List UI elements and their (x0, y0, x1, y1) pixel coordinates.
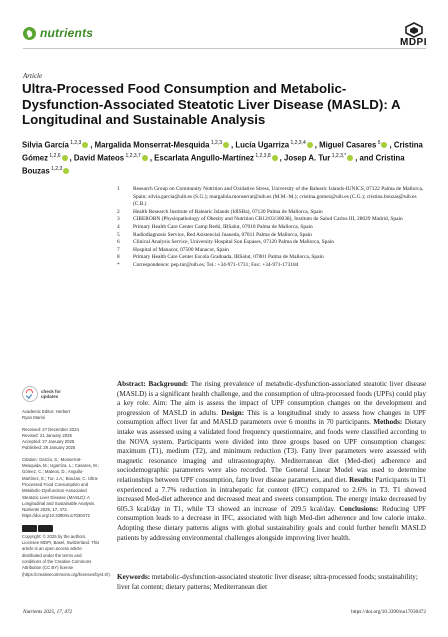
affiliation-item (117, 239, 429, 247)
affiliation-text: Research Group on Community Nutrition and Oxidative Stress, University of the Balearic Islands-IUNICS, 07122 Palma de Mallorca, Spain; silvia.garcia@uib.es (S.G.); margalida.monserrat@uib.es (M.M.-M.); cristina.gomez@uib.es (C.G.); cristina.bouzas@uib.es (C.B.) (133, 186, 424, 208)
affiliation-text: Clinical Analysis Service, University Hospital Son Espases, 07120 Palma de Mallorca, Spain (133, 239, 334, 246)
footer-citation: Nutrients 2025, 17, 472 (23, 609, 73, 615)
author-affiliation-sup: 1,2,3 (209, 140, 222, 146)
affiliation-number: * (117, 261, 120, 268)
orcid-icon[interactable] (307, 142, 313, 148)
background-text: The rising prevalence of metabolic-dysfunction-associated steatotic liver disease (MASLD) is a significant health challenge, and the consumption of ultra-processed foods (UPFs) could play a key role. Aim: The aim is assess the impact of UPF consumption changes on the development and progression of MASLD in adults. (117, 380, 427, 417)
copyright-block: Copyright: © 2025 by the authors. Licensee MDPI, Basel, Switzerland. This article is an open access article distributed under the terms and conditions of the Creative Commons Attribution (CC BY) license (https://creativecommons.org/licenses/by/4.0/). (22, 533, 111, 577)
author-name[interactable]: Josep A. Tur (283, 153, 331, 163)
affiliation-item (117, 247, 429, 255)
abstract (117, 380, 426, 543)
revised-date: Revised: 21 January 2025 (22, 432, 72, 438)
affiliation-text: Primary Health Care Center Camp Redó, IBSalut, 07010 Palma de Mallorca, Spain (133, 223, 313, 230)
author-name[interactable]: Miguel Casares (319, 140, 377, 150)
orcid-icon[interactable] (142, 155, 148, 161)
keywords (117, 573, 426, 592)
check-label-1: check for (41, 389, 62, 394)
author-name[interactable]: Escarlata Angullo-Martínez (154, 153, 254, 163)
editor-name: Ryan Marini (22, 415, 45, 421)
orcid-icon[interactable] (381, 142, 387, 148)
orcid-icon[interactable] (223, 142, 229, 148)
orcid-icon[interactable] (82, 142, 88, 148)
affiliation-number: 8 (117, 254, 120, 261)
affiliation-item (117, 254, 429, 262)
results-label: Results: (349, 475, 374, 484)
affiliation-number: 3 (117, 216, 120, 223)
design-text: This is a longitudinal study to assess how changes in UPF consumption affect liver fat and MASLD parameters over 6 months in 70 participants. (117, 408, 426, 427)
methods-label: Methods: (373, 418, 403, 427)
author-name[interactable]: David Mateos (73, 153, 125, 163)
published-date: Published: 29 January 2025 (22, 445, 76, 451)
keywords-text: metabolic-dysfunction-associated steatotic liver disease; ultra-processed foods; sustainability; liver fat content; dietary patterns; Mediterranean diet (117, 573, 418, 591)
academic-editor (22, 409, 100, 422)
author-name[interactable]: Lucía Ugarriza (235, 140, 290, 150)
design-label: Design: (221, 408, 245, 417)
author-affiliation-sup: 1,2,3 (49, 166, 63, 173)
publisher-name: MDPI (400, 37, 427, 48)
orcid-icon[interactable] (272, 155, 278, 161)
author-affiliation-sup: 1,2,3,4 (289, 140, 306, 146)
background-label: Background: (148, 380, 189, 388)
mdpi-hexagon-icon (403, 22, 425, 38)
affiliation-number: 4 (117, 223, 120, 230)
affiliation-number: 6 (117, 239, 120, 246)
affiliation-number: 7 (117, 246, 120, 253)
conclusions-text: Reducing UPF consumption leads to a decrease in IFC, associated with high Med-diet adherence and low calorie intake. Adopting these dietary patterns aligns with global sustainability goals and could further benefit MASLD patients by addressing environmental challenges alongside improving liver health. (117, 504, 426, 542)
check-updates-icon (22, 386, 38, 402)
affiliation-text: Radiodiagnosis Service, Red Asistencial Juaneda, 07011 Palma de Mallorca, Spain (133, 231, 312, 238)
cc-license-icon[interactable] (22, 525, 100, 532)
affiliation-item (117, 186, 429, 209)
affiliation-number: 1 (117, 186, 120, 192)
check-label-2: updates (41, 394, 59, 399)
received-date: Received: 27 December 2024 (22, 426, 79, 432)
keywords-label: Keywords: (117, 573, 151, 581)
methods-text: Dietary intake was assessed using a validated food frequency questionnaire, and foods were classified according to the NOVA system. Participants were divided into three groups based on UPF consumption changes: maximum (T1), medium (T2), and minimum reduction (T3). Fatty liver parameters were assessed with magnetic resonance imaging and ultrasonography. Mediterranean diet (Med-diet) adherence and sociodemographic parameters were also recorded. The General Linear Model was used to determine relationships between UPF consumption, fatty liver disease parameters, and diet. (117, 418, 426, 484)
author-name[interactable]: Cristina Gómez (22, 140, 423, 163)
journal-name: nutrients (40, 26, 94, 40)
author-affiliation-sup: 1,2,3,* (330, 153, 347, 160)
affiliation-item (117, 216, 429, 224)
publisher-logo[interactable] (400, 22, 427, 48)
author-name[interactable]: Margalida Monserrat-Mesquida (94, 140, 210, 150)
conclusions-label: Conclusions: (339, 504, 379, 513)
author-affiliation-sup: 1,2,6 (48, 153, 61, 160)
affiliations (117, 186, 429, 270)
editor-label: Academic Editor: Herbert (22, 409, 71, 414)
affiliation-text: Health Research Institute of Balearic Islands (IdISBa), 07120 Palma de Mallorca, Spain (133, 208, 323, 215)
results-text: Participants in T1 experienced a 7.7% reduction in intrahepatic fat content (IFC) compared to 2.6% in T3. T1 showed increased Med-diet adherence and decreased meat and sweets consumption. The energy intake decreased by 605.3 kcal/day in T1, while T3 showed an increase of 209.5 kcal/day. (117, 475, 427, 513)
footer-doi-link[interactable]: https://doi.org/10.3390/nu17030472 (351, 609, 426, 615)
article-dates (22, 427, 100, 452)
author-affiliation-sup: 1,2,3,8 (253, 153, 271, 160)
check-for-updates-button[interactable] (22, 386, 100, 402)
affiliation-text: Correspondence: pep.tur@uib.es; Tel.: +34-971-1731; Fax: +34-971-173184 (133, 261, 299, 268)
header-divider (23, 48, 426, 49)
affiliation-text: CIBEROBN (Physiopathology of Obesity and Nutrition CB12/03/30038), Instituto de Salud Carlos III, 28029 Madrid, Spain (133, 216, 403, 223)
affiliation-item (117, 224, 429, 232)
orcid-icon[interactable] (347, 155, 353, 161)
author-affiliation-sup: 1,2,3 (68, 140, 82, 146)
affiliation-item (117, 232, 429, 240)
affiliation-number: 5 (117, 231, 120, 238)
abstract-label: Abstract: (117, 380, 146, 388)
author-name[interactable]: and Cristina Bouzas (22, 153, 405, 176)
article-type: Article (23, 72, 43, 80)
leaf-icon (23, 27, 36, 40)
article-sidebar (22, 386, 111, 583)
affiliation-item (117, 262, 429, 270)
affiliation-text: Hospital of Manacor, 07500 Manacor, Spain (133, 246, 229, 253)
author-affiliation-sup: 5 (376, 140, 381, 146)
affiliation-text: Primary Health Care Center Escola Graduada, IBSalut, 07001 Palma de Mallorca, Spain (133, 254, 324, 261)
author-affiliation-sup: 1,2,3,7 (124, 153, 141, 160)
orcid-icon[interactable] (63, 168, 69, 174)
author-list: Silvia García $^{1,2,3}$ , Margalida Monserrat-Mesquida $^{1,2,3}$ , Lucía Ugarriza $^{1,2,3,4}$ , Miguel Casares $^5$ , Cristina Gómez $^{1,2,6}$ , David Mateos $^{1,2,3,7}$ , Escarlata Angullo-Martínez $^{1,2,3,8}$ , Josep A. Tur $^{1,2,3,*}$ , and Cristina Bouzas $^{1,2,3}$ (22, 140, 423, 176)
affiliation-number: 2 (117, 208, 120, 215)
orcid-icon[interactable] (62, 155, 68, 161)
journal-logo[interactable] (23, 26, 93, 40)
article-title: Ultra-Processed Food Consumption and Metabolic-Dysfunction-Associated Steatotic Liver Disease (MASLD): A Longitudinal and Sustainable Analysis (22, 81, 401, 128)
accepted-date: Accepted: 27 January 2025 (22, 439, 75, 445)
citation-block: Citation: García, S.; Monserrat-Mesquida, M.; Ugarriza, L.; Casares, M.; Gómez, C.; Mateos, D.; Angullo-Martínez, E.; Tur, J.A.; Bouzas, C. Ultra-Processed Food Consumption and Metabolic-Dysfunction-Associated Steatotic Liver Disease (MASLD): A Longitudinal and Sustainable Analysis. Nutrients 2025, 17, 472. https://doi.org/10.3390/nu17030472 (22, 456, 100, 519)
author-name[interactable]: Silvia García (22, 140, 69, 150)
